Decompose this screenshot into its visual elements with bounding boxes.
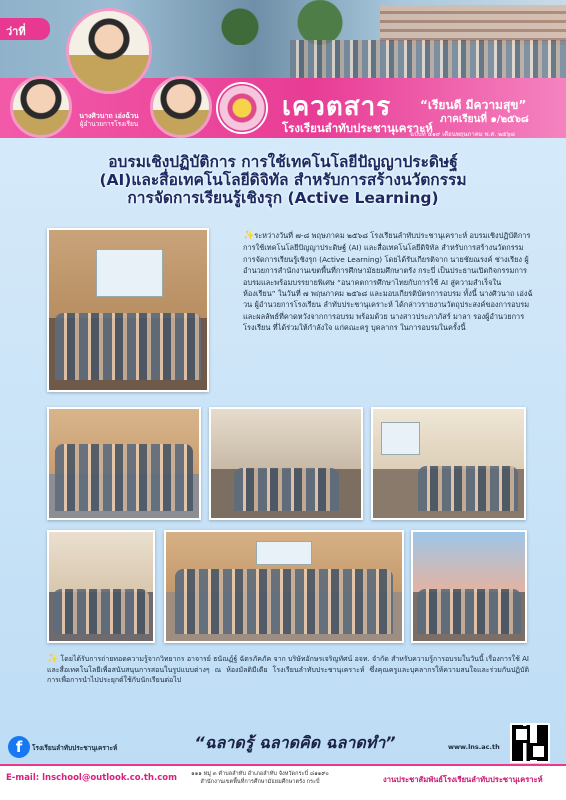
header-crowd-image: [290, 40, 566, 80]
photo-staff-group: [175, 569, 392, 634]
sparkle-icon: ✨: [47, 654, 59, 664]
school-name: โรงเรียนลำทับประชานุเคราะห์: [282, 121, 433, 135]
headline-line-1: อบรมเชิงปฏิบัติการ การใช้เทคโนโลยีปัญญาประดิษฐ์: [108, 153, 458, 171]
header-building-image: [380, 5, 566, 45]
photo-head-table: [234, 468, 339, 512]
article-credit-text: โดยได้รับการถ่ายทอดความรู้จากวิทยากร อาจารย์ ธนัณฏ์ฐ์ ฉัตรภัคภัค จาก บริษัทอักษรเจริญทัศน์ อจท. จำกัด สำหรับความรู้การอบรมในวันนี้ เรื่องการใช้ AI และสื่อเทคโนโลยีเพื่อสนับสนุนการสอนในรูปแบบต่างๆ ณ ห้องมัลติมีเดีย โรงเรียนลำทับประชานุเคราะห์ ซึ่งคุณครูและบุคลากรให้ความสนใจและร่วมกันปฏิบัติการเพื่อการนำไปประยุกต์ใช้กับนักเรียนต่อไป: [47, 655, 529, 684]
portrait-director: [66, 8, 152, 94]
director-title: ผู้อำนวยการโรงเรียน: [79, 120, 139, 128]
article-body: [243, 230, 533, 334]
header-slogan: “เรียนดี มีความสุข”: [420, 98, 527, 112]
photo-group-portrait: [164, 530, 404, 643]
photo-lecture: [371, 407, 526, 520]
facebook-page-link[interactable]: โรงเรียนลำทับประชานุเคราะห์: [32, 744, 118, 752]
semester-label: ภาคเรียนที่ ๑/๒๕๖๘: [440, 114, 529, 125]
photo-attendees: [418, 466, 518, 512]
journal-title: เควตสาร: [282, 92, 392, 122]
issue-label: ฉบับที่ ๕๑๙ เดือนพฤษภาคม พ.ศ. ๒๕๖๘: [410, 131, 516, 138]
photo-laptop-session: [411, 530, 527, 643]
photo-wall: [49, 532, 153, 592]
portrait-deputy-right: [150, 76, 212, 138]
photo-projector-screen: [381, 422, 420, 455]
director-caption: [66, 112, 152, 128]
photo-staff-group: [55, 444, 193, 512]
facebook-icon[interactable]: f: [8, 736, 30, 758]
photo-attendees: [417, 589, 520, 635]
qr-code-icon[interactable]: [510, 723, 550, 763]
article-credit: [47, 654, 529, 686]
photo-opening-speech: [209, 407, 363, 520]
email-link[interactable]: E-mail: lnschool@outlook.co.th.com: [6, 773, 177, 783]
article-body-text: ระหว่างวันที่ ๗-๘ พฤษภาคม ๒๕๖๘ โรงเรียนลำทับประชานุเคราะห์ อบรมเชิงปฏิบัติการ การใช้เทคโนโลยีปัญญาประดิษฐ์ (AI) และสื่อเทคโนโลยีดิจิทัล สำหรับการสร้างนวัตกรรมการจัดการเรียนรู้เชิงรุก (Active Learning) โดยได้รับเกียรติจาก นายชัยณรงค์ ช่างเรียง ผู้อำนวยการสำนักงานเขตพื้นที่การศึกษามัธยมศึกษาตรัง กระบี่ เป็นประธานเปิดกิจกรรมการอบรมและพร้อมบรรยายพิเศษ “อนาคตการศึกษาไทยกับการใช้ AI สู่ความสำเร็จในห้องเรียน” ในวันที่ ๗ พฤษภาคม ๒๕๖๘ และมอบเกียรติบัตรการอบรม ทั้งนี้ นางศิวนาถ เอ่งฉ้วน ผู้อำนวยการโรงเรียน ลำทับประชานุเคราะห์ ได้กล่าวรายงานวัตถุประสงค์ของการอบรมและผลลัพธ์ที่คาดหวังจากการอบรม พร้อมด้วย นางสาวประภาภัสร์ มาลา รองผู้อำนวยการโรงเรียน ที่ได้ร่วมให้กำลังใจ แก่คณะครู บุคลากร ในการอบรมในครั้งนี้: [243, 231, 533, 333]
photo-attendees: [55, 313, 200, 380]
article-headline: [20, 153, 546, 207]
footer-pr-unit: งานประชาสัมพันธ์โรงเรียนลำทับประชานุเคราะห์: [383, 775, 543, 784]
director-name: นางศิวนาถ เอ่งฉ้วน: [79, 112, 139, 120]
footer-address: [162, 770, 358, 786]
header-trees-image: [180, 0, 380, 45]
header-badge: ว่าที่: [0, 18, 50, 40]
headline-line-3: การจัดการเรียนรู้เชิงรุก (Active Learning): [127, 189, 439, 207]
photo-wall: [413, 532, 525, 592]
newsletter-header: [0, 0, 566, 145]
headline-line-2: (AI)และสื่อเทคโนโลยีดิจิทัล สำหรับการสร้างนวัตกรรม: [99, 171, 467, 189]
photo-training-room: [47, 228, 209, 392]
footer-slogan: “ฉลาดรู้ ฉลาดคิด ฉลาดทำ”: [194, 733, 396, 752]
address-line-2: สำนักงานเขตพื้นที่การศึกษามัธยมศึกษาตรัง กระบี่: [200, 779, 320, 785]
school-logo-icon: [216, 82, 268, 134]
address-line-1: ๑๑๑ หมู่ ๓ ตำบลลำทับ อำเภอลำทับ จังหวัดกระบี่ ๘๑๑๙๐: [191, 771, 329, 777]
photo-projector-screen: [96, 249, 162, 297]
website-link[interactable]: www.lns.ac.th: [448, 743, 500, 751]
photo-certificate: [47, 407, 201, 520]
portrait-deputy-left: [10, 76, 72, 138]
photo-workshop-table: [47, 530, 155, 643]
photo-wall: [211, 409, 361, 469]
sparkle-icon: ✨: [243, 231, 255, 241]
photo-attendees: [53, 589, 149, 635]
photo-projector-screen: [256, 541, 313, 565]
